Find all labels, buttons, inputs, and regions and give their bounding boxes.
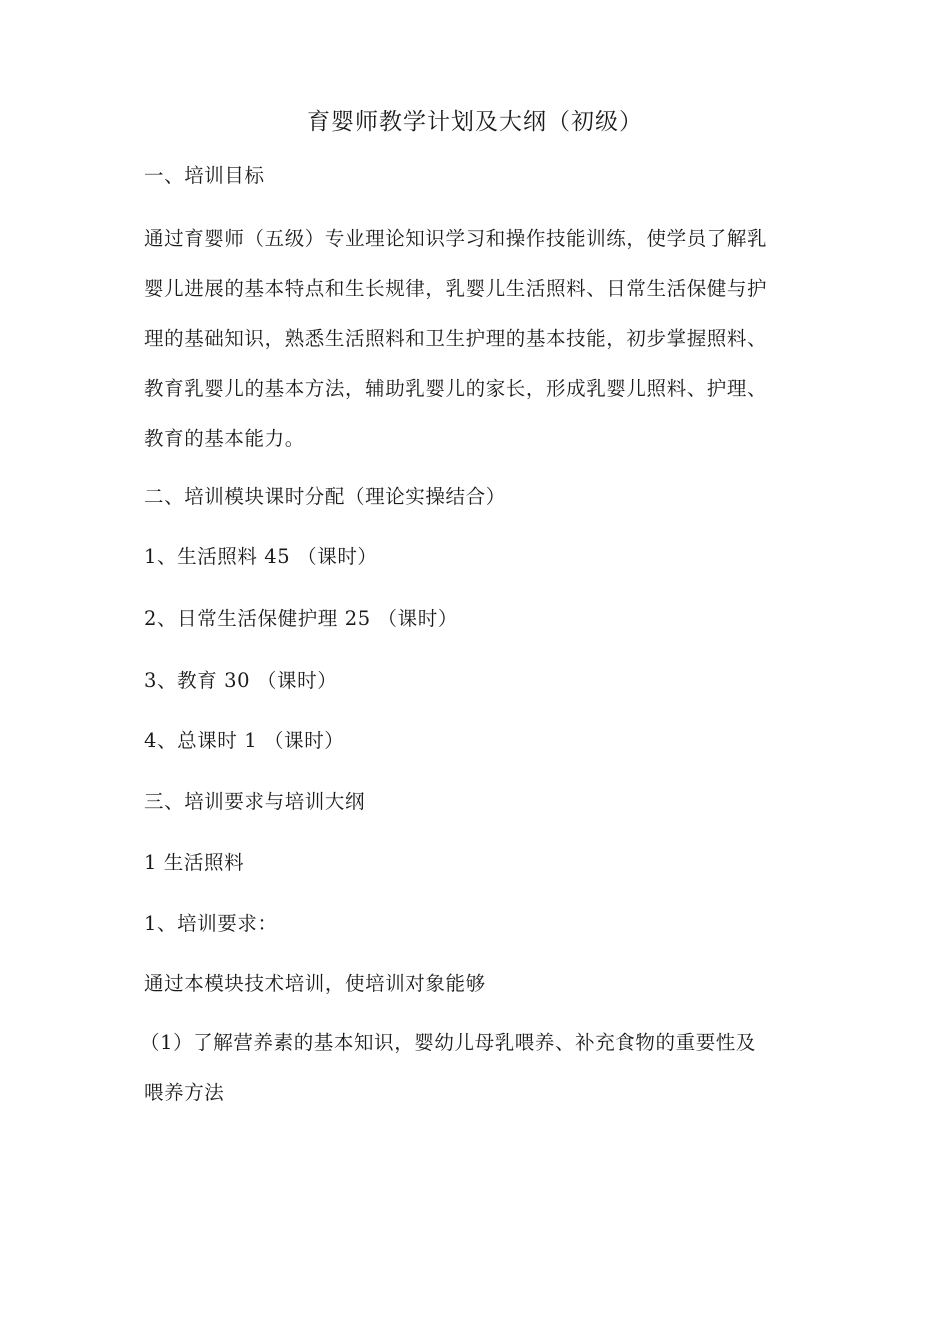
- module-item-health-care: 2、日常生活保健护理 25 （课时）: [144, 607, 458, 630]
- module-item-life-care: 1、生活照料 45 （课时）: [144, 545, 378, 568]
- paragraph-line: 教育的基本能力。: [144, 427, 305, 450]
- paragraph-line: 喂养方法: [144, 1081, 225, 1104]
- paragraph-line: 教育乳婴儿的基本方法，辅助乳婴儿的家长，形成乳婴儿照料、护理、: [144, 377, 768, 400]
- training-goal-paragraph: [144, 214, 824, 464]
- paragraph-line: 理的基础知识，熟悉生活照料和卫生护理的基本技能，初步掌握照料、: [144, 327, 768, 350]
- requirement-item-1: [140, 1018, 820, 1118]
- document-title: 育婴师教学计划及大纲（初级）: [307, 109, 643, 135]
- training-requirements-heading: 1、培训要求：: [144, 912, 278, 935]
- paragraph-line: （1）了解营养素的基本知识，婴幼儿母乳喂养、补充食物的重要性及: [140, 1031, 757, 1054]
- module-item-education: 3、教育 30 （课时）: [144, 669, 338, 692]
- paragraph-line: 通过育婴师（五级）专业理论知识学习和操作技能训练，使学员了解乳: [144, 227, 768, 250]
- paragraph-line: 婴儿进展的基本特点和生长规律，乳婴儿生活照料、日常生活保健与护: [144, 277, 768, 300]
- training-requirements-intro: 通过本模块技术培训，使培训对象能够: [144, 972, 486, 995]
- subsection-heading-life-care: 1 生活照料: [144, 851, 245, 874]
- section-heading-training-goal: 一、培训目标: [144, 164, 265, 187]
- section-heading-requirements-outline: 三、培训要求与培训大纲: [144, 790, 366, 813]
- section-heading-module-hours: 二、培训模块课时分配（理论实操结合）: [144, 485, 506, 508]
- module-item-total-hours: 4、总课时 1 （课时）: [144, 729, 345, 752]
